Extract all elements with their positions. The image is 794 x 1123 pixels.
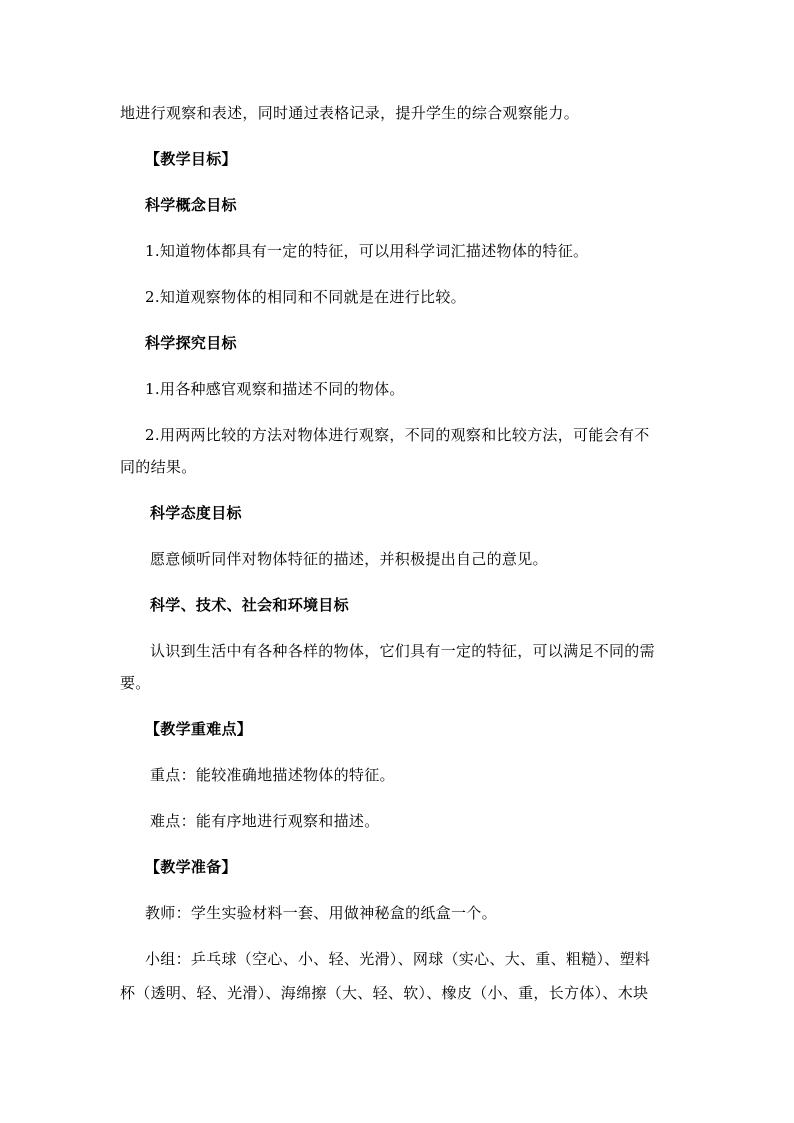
group-preparation-line-2: 杯（透明、轻、光滑）、海绵擦（大、轻、软）、橡皮（小、重，长方体）、木块 — [120, 984, 649, 1002]
concept-objective-title: 科学概念目标 — [145, 196, 237, 214]
preparation-heading: 【教学准备】 — [145, 858, 237, 876]
key-points-heading: 【教学重难点】 — [145, 720, 253, 738]
stse-objective-line-2: 要。 — [120, 674, 151, 692]
concept-objective-item-2: 2.知道观察物体的相同和不同就是在进行比较。 — [145, 288, 466, 306]
inquiry-objective-item-2-line-1: 2.用两两比较的方法对物体进行观察，不同的观察和比较方法，可能会有不 — [145, 426, 650, 444]
intro-paragraph-tail: 地进行观察和表述，同时通过表格记录，提升学生的综合观察能力。 — [120, 104, 580, 122]
key-point-text: 重点：能较准确地描述物体的特征。 — [150, 766, 395, 784]
inquiry-objective-item-1: 1.用各种感官观察和描述不同的物体。 — [145, 380, 405, 398]
teacher-preparation-text: 教师：学生实验材料一套、用做神秘盒的纸盒一个。 — [145, 904, 497, 922]
stse-objective-line-1: 认识到生活中有各种各样的物体，它们具有一定的特征，可以满足不同的需 — [150, 642, 655, 660]
stse-objective-title: 科学、技术、社会和环境目标 — [150, 596, 349, 614]
inquiry-objective-item-2-line-2: 同的结果。 — [120, 458, 197, 476]
group-preparation-line-1: 小组：乒乓球（空心、小、轻、光滑）、网球（实心、大、重、粗糙）、塑料 — [145, 950, 651, 968]
attitude-objective-title: 科学态度目标 — [150, 504, 242, 522]
attitude-objective-text: 愿意倾听同伴对物体特征的描述，并积极提出自己的意见。 — [150, 550, 548, 568]
teaching-objectives-heading: 【教学目标】 — [145, 150, 237, 168]
difficult-point-text: 难点：能有序地进行观察和描述。 — [150, 812, 380, 830]
concept-objective-item-1: 1.知道物体都具有一定的特征，可以用科学词汇描述物体的特征。 — [145, 242, 589, 260]
inquiry-objective-title: 科学探究目标 — [145, 334, 237, 352]
